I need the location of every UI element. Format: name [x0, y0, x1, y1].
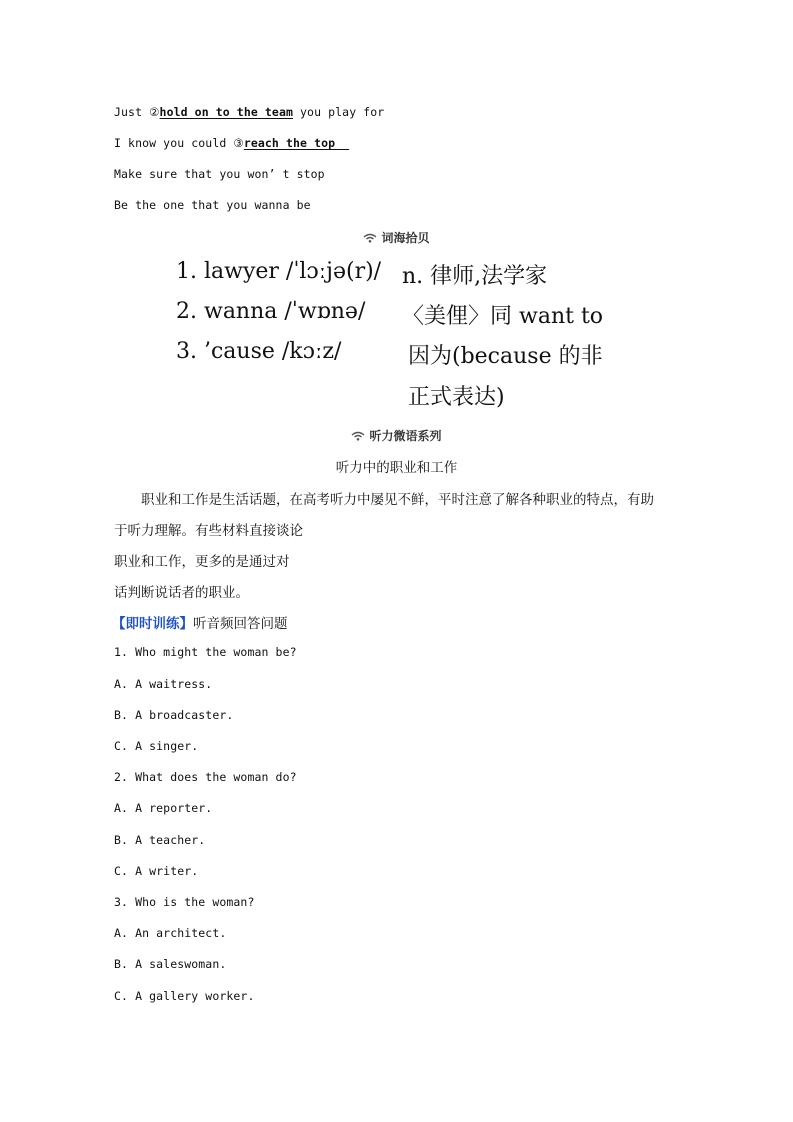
vocab-word-2: 2. wanna /ˈwɒnə/ [176, 299, 366, 324]
lyric-line-3: Make sure that you won’ t stop [114, 167, 325, 181]
question-2: 2. What does the woman do? [114, 770, 297, 784]
vocab-word-1: 1. lawyer /ˈlɔːjə(r)/ [176, 259, 382, 284]
listening-heading-text: 听力微语系列 [369, 429, 442, 443]
vocab-meaning-3: 因为(because 的非 [408, 344, 603, 369]
question-1: 1. Who might the woman be? [114, 645, 297, 659]
question-3: 3. Who is the woman? [114, 895, 255, 909]
question-1-option-a: A. A waitress. [114, 677, 213, 691]
training-text: 听音频回答问题 [193, 616, 288, 632]
marker-3: ③ [233, 136, 244, 150]
lyric-line-2-highlight: reach the top [243, 136, 350, 150]
question-2-option-a: A. A reporter. [114, 801, 213, 815]
question-3-option-a: A. An architect. [114, 926, 227, 940]
question-1-option-b: B. A broadcaster. [114, 708, 234, 722]
question-2-option-b: B. A teacher. [114, 833, 206, 847]
listening-title: 听力中的职业和工作 [335, 460, 458, 476]
vocab-meaning-2: 〈美俚〉同 want to [402, 304, 604, 329]
vocab-meaning-3-cont: 正式表达) [408, 385, 505, 410]
question-2-option-c: C. A writer. [114, 864, 199, 878]
question-1-option-c: C. A singer. [114, 739, 199, 753]
paragraph-line-3: 职业和工作，更多的是通过对 [114, 554, 290, 570]
lyric-line-1-pre: Just [114, 105, 150, 119]
lyric-line-2 [114, 136, 349, 150]
paragraph-line-1: 职业和工作是生活话题，在高考听力中屡见不鲜，平时注意了解各种职业的特点，有助 [141, 492, 654, 508]
vocab-heading-text: 词海拾贝 [381, 231, 430, 245]
lyric-line-4: Be the one that you wanna be [114, 198, 311, 212]
question-3-option-b: B. A saleswoman. [114, 957, 227, 971]
lyric-line-1-highlight: hold on to the team [159, 105, 293, 119]
paragraph-line-2: 于听力理解。有些材料直接谈论 [114, 523, 303, 539]
wifi-signal-icon [351, 431, 365, 441]
vocab-word-3: 3. ’cause /kɔːz/ [176, 339, 342, 364]
wifi-signal-icon [363, 233, 377, 243]
listening-section-heading [0, 427, 793, 444]
lyric-line-2-pre: I know you could [114, 136, 234, 150]
vocab-section-heading [0, 229, 793, 246]
marker-2: ② [149, 105, 160, 119]
vocab-meaning-1: n. 律师,法学家 [402, 264, 548, 289]
paragraph-line-4: 话判断说话者的职业。 [114, 585, 249, 601]
lyric-line-1-post: you play for [293, 105, 385, 119]
question-3-option-c: C. A gallery worker. [114, 989, 255, 1003]
training-tag: 【即时训练】 [112, 616, 193, 632]
lyric-line-1 [114, 105, 384, 119]
training-line [112, 612, 288, 632]
